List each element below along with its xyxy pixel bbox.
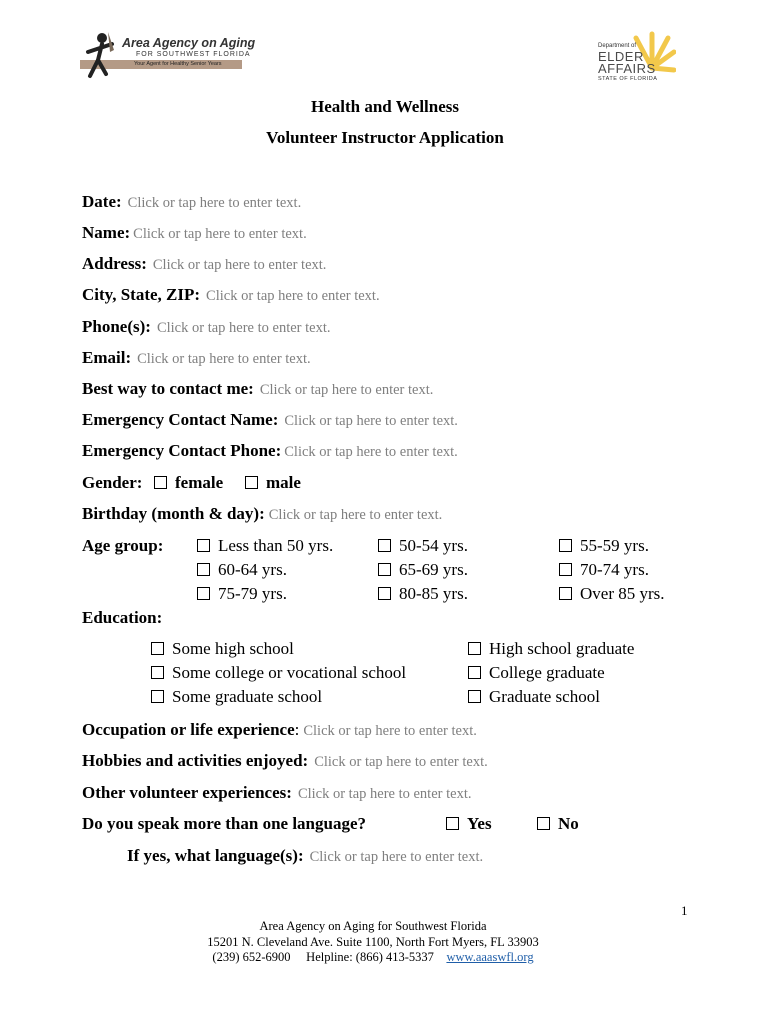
- age-option[interactable]: [378, 535, 468, 557]
- gender-female-option[interactable]: [154, 472, 223, 494]
- city-label: City, State, ZIP:: [82, 285, 201, 304]
- checkbox-icon[interactable]: [151, 690, 164, 703]
- education-option[interactable]: [468, 638, 634, 660]
- education-option-label: College graduate: [489, 663, 605, 682]
- age-option-label: Over 85 yrs.: [580, 584, 665, 603]
- city-input[interactable]: Click or tap here to enter text.: [206, 288, 380, 304]
- gender-row: [82, 472, 142, 494]
- age-option[interactable]: [559, 535, 649, 557]
- gender-label: Gender:: [82, 473, 143, 492]
- phone-input[interactable]: Click or tap here to enter text.: [156, 320, 331, 336]
- birthday-row: [82, 503, 442, 525]
- city-row: [82, 284, 380, 306]
- checkbox-icon[interactable]: [378, 563, 391, 576]
- checkbox-icon[interactable]: [378, 587, 391, 600]
- emergency-phone-row: [82, 440, 458, 462]
- age-option[interactable]: [197, 535, 333, 557]
- checkbox-icon[interactable]: [559, 563, 572, 576]
- checkbox-icon[interactable]: [245, 476, 258, 489]
- checkbox-icon[interactable]: [378, 539, 391, 552]
- page-number: 1: [681, 903, 688, 918]
- education-option[interactable]: [468, 686, 600, 708]
- gender-male-label: male: [266, 473, 301, 492]
- logo-tagline: Your Agent for Healthy Senior Years: [134, 61, 222, 67]
- elder-affairs-logo: [594, 30, 676, 86]
- address-label: Address:: [82, 254, 147, 273]
- education-option[interactable]: [151, 662, 406, 684]
- date-row: [82, 191, 301, 213]
- education-option-label: High school graduate: [489, 639, 635, 658]
- phone-label: Phone(s):: [82, 317, 151, 336]
- language-yes-label: Yes: [467, 814, 492, 833]
- education-option-label: Some college or vocational school: [172, 663, 407, 682]
- checkbox-icon[interactable]: [197, 539, 210, 552]
- education-option[interactable]: [151, 638, 294, 660]
- emergency-phone-label: Emergency Contact Phone:: [82, 441, 282, 460]
- languages-row: [127, 845, 483, 867]
- language-question-row: [82, 813, 366, 835]
- occupation-label: Occupation or life experience: [82, 720, 295, 739]
- contact-way-row: [82, 378, 433, 400]
- education-option-label: Some high school: [172, 639, 294, 658]
- other-volunteer-row: [82, 782, 471, 804]
- age-option[interactable]: [197, 559, 287, 581]
- birthday-label: Birthday (month & day):: [82, 504, 265, 523]
- education-label: Education:: [82, 608, 163, 627]
- birthday-input[interactable]: Click or tap here to enter text.: [268, 507, 443, 523]
- checkbox-icon[interactable]: [559, 587, 572, 600]
- footer-helpline: Helpline: (866) 413-5337: [306, 950, 434, 964]
- contact-way-label: Best way to contact me:: [82, 379, 254, 398]
- gender-male-option[interactable]: [245, 472, 301, 494]
- age-option-label: 55-59 yrs.: [580, 536, 649, 555]
- occupation-row: [82, 719, 477, 741]
- logo-dept: Department of: [598, 43, 637, 49]
- hobbies-label: Hobbies and activities enjoyed:: [82, 751, 309, 770]
- address-row: [82, 253, 326, 275]
- age-option-label: 75-79 yrs.: [218, 584, 287, 603]
- languages-label: If yes, what language(s):: [127, 846, 304, 865]
- age-option-label: 50-54 yrs.: [399, 536, 468, 555]
- age-option-label: 60-64 yrs.: [218, 560, 287, 579]
- languages-input[interactable]: Click or tap here to enter text.: [309, 849, 484, 865]
- date-input[interactable]: Click or tap here to enter text.: [127, 195, 302, 211]
- checkbox-icon[interactable]: [468, 690, 481, 703]
- footer-phone: (239) 652-6900: [212, 950, 291, 964]
- checkbox-icon[interactable]: [446, 817, 459, 830]
- name-input[interactable]: Click or tap here to enter text.: [133, 226, 307, 242]
- email-row: [82, 347, 311, 369]
- emergency-phone-input[interactable]: Click or tap here to enter text.: [284, 444, 458, 460]
- checkbox-icon[interactable]: [468, 642, 481, 655]
- education-option[interactable]: [151, 686, 322, 708]
- language-no-label: No: [558, 814, 579, 833]
- language-yes-option[interactable]: [446, 813, 492, 835]
- footer-org: Area Agency on Aging for Southwest Florida: [259, 919, 487, 933]
- other-volunteer-input[interactable]: Click or tap here to enter text.: [297, 786, 472, 802]
- logo-affairs: AFFAIRS: [598, 61, 656, 76]
- checkbox-icon[interactable]: [197, 563, 210, 576]
- age-option-label: 70-74 yrs.: [580, 560, 649, 579]
- age-option[interactable]: [378, 583, 468, 605]
- checkbox-icon[interactable]: [151, 642, 164, 655]
- contact-way-input[interactable]: Click or tap here to enter text.: [259, 382, 434, 398]
- phone-row: [82, 316, 331, 338]
- footer-address: 15201 N. Cleveland Ave. Suite 1100, North Fort Myers, FL 33903: [207, 935, 539, 949]
- gender-female-label: female: [175, 473, 224, 492]
- emergency-name-label: Emergency Contact Name:: [82, 410, 279, 429]
- email-input[interactable]: Click or tap here to enter text.: [137, 351, 311, 367]
- education-option-label: Some graduate school: [172, 687, 323, 706]
- emergency-name-row: [82, 409, 458, 431]
- language-no-option[interactable]: [537, 813, 579, 835]
- language-question-label: Do you speak more than one language?: [82, 814, 366, 833]
- education-option[interactable]: [468, 662, 605, 684]
- checkbox-icon[interactable]: [154, 476, 167, 489]
- education-option-label: Graduate school: [489, 687, 600, 706]
- logo-elder: ELDER: [598, 49, 644, 64]
- checkbox-icon[interactable]: [468, 666, 481, 679]
- area-agency-logo: [80, 30, 256, 82]
- page-subtitle: Volunteer Instructor Application: [266, 128, 504, 147]
- logo-state: STATE OF FLORIDA: [598, 76, 658, 82]
- age-option-label: 80-85 yrs.: [399, 584, 468, 603]
- checkbox-icon[interactable]: [537, 817, 550, 830]
- hobbies-input[interactable]: Click or tap here to enter text.: [314, 754, 488, 770]
- hobbies-row: [82, 750, 488, 772]
- page-title: Health and Wellness: [311, 97, 459, 116]
- footer-website-link[interactable]: www.aaaswfl.org: [446, 950, 534, 964]
- occupation-colon: :: [294, 720, 300, 739]
- age-option-label: Less than 50 yrs.: [218, 536, 334, 555]
- age-row: [82, 535, 163, 557]
- education-row: [82, 607, 162, 629]
- other-volunteer-label: Other volunteer experiences:: [82, 783, 292, 802]
- logo-subtitle: FOR SOUTHWEST FLORIDA: [136, 51, 251, 58]
- address-input[interactable]: Click or tap here to enter text.: [152, 257, 327, 273]
- age-option[interactable]: [559, 559, 649, 581]
- checkbox-icon[interactable]: [197, 587, 210, 600]
- checkbox-icon[interactable]: [151, 666, 164, 679]
- age-option[interactable]: [559, 583, 665, 605]
- age-option[interactable]: [197, 583, 287, 605]
- email-label: Email:: [82, 348, 132, 367]
- checkbox-icon[interactable]: [559, 539, 572, 552]
- date-label: Date:: [82, 192, 122, 211]
- logo-title: Area Agency on Aging: [122, 36, 256, 50]
- name-label: Name:: [82, 223, 131, 242]
- age-option[interactable]: [378, 559, 468, 581]
- footer-contact: [0, 949, 746, 965]
- age-label: Age group:: [82, 536, 164, 555]
- emergency-name-input[interactable]: Click or tap here to enter text.: [284, 413, 458, 429]
- occupation-input[interactable]: Click or tap here to enter text.: [303, 723, 477, 739]
- name-row: [82, 222, 307, 244]
- age-option-label: 65-69 yrs.: [399, 560, 468, 579]
